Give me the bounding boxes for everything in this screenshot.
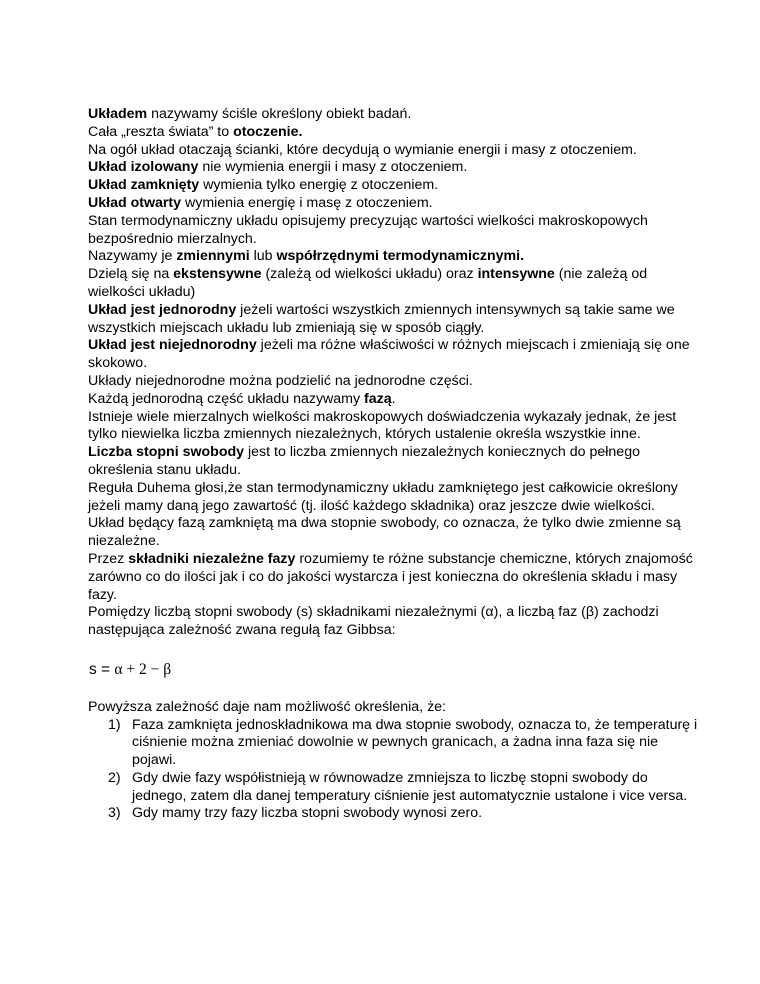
definition-text: Każdą jednorodną część układu nazywamy xyxy=(88,390,365,407)
definition-system xyxy=(88,106,700,124)
definition-open xyxy=(88,195,700,213)
definition-text: jeżeli ma różne właściwości w różnych miejscach i zmieniają się one skokowo. xyxy=(88,337,690,372)
term-closed: Układ zamknięty xyxy=(88,177,200,194)
definition-text: jest to liczba zmiennych niezależnych koniecznych do pełnego określenia stanu układu. xyxy=(88,444,640,478)
list-number: 3) xyxy=(108,805,121,822)
sentence-text: Dzielą się na xyxy=(88,266,174,283)
gibbs-phase-rule-formula xyxy=(89,661,700,679)
list-number: 2) xyxy=(108,769,121,786)
definition-phase xyxy=(88,391,700,409)
list-text: Gdy mamy trzy fazy liczba stopni swobody wynosi zero. xyxy=(132,805,483,822)
term-coordinates: współrzędnymi termodynamicznymi. xyxy=(276,248,525,265)
sentence-text: lub xyxy=(249,248,277,265)
term-variables: zmiennymi xyxy=(176,248,250,265)
term-open: Układ otwarty xyxy=(88,194,182,211)
definition-text: wymienia tylko energię z otoczeniem. xyxy=(199,177,439,194)
formula-rhs: α + 2 − β xyxy=(114,660,172,678)
definition-surroundings xyxy=(88,124,700,142)
definition-text: . xyxy=(391,390,396,407)
closed-phase-sentence: Układ będący fazą zamkniętą ma dwa stopnie swobody, co oznacza, że tylko dwie zmienne są niezależne. xyxy=(88,515,681,550)
term-independent-components: składniki niezależne fazy xyxy=(128,550,296,567)
definition-degrees-of-freedom xyxy=(88,444,700,480)
state-sentence: Stan termodynamiczny układu opisujemy precyzując wartości wielkości makroskopowych bezpośrednio mierzalnych. xyxy=(88,212,648,247)
term-system: Układem xyxy=(88,106,148,122)
division-sentence: Układy niejednorodne można podzielić na jednorodne części. xyxy=(88,372,473,389)
list-item xyxy=(88,770,700,806)
definition-text: wymienia energię i masę z otoczeniem. xyxy=(181,194,433,211)
term-isolated: Układ izolowany xyxy=(88,159,199,176)
list-text: Gdy dwie fazy współistnieją w równowadze zmniejsza to liczbę stopni swobody do jednego, zatem dla danej temperatury ciśnienie jest automatycznie ustalone i vice versa. xyxy=(132,769,688,804)
formula-lhs: s = xyxy=(89,660,115,678)
term-surroundings: otoczenie. xyxy=(233,123,303,140)
definition-text: jeżeli wartości wszystkich zmiennych intensywnych są takie same we wszystkich miejscach układu lub zmieniają się w sposób ciągły. xyxy=(88,301,675,336)
definition-components xyxy=(88,551,700,604)
list-number: 1) xyxy=(108,716,121,733)
sentence-text: Nazywamy je xyxy=(88,248,177,265)
term-extensive: ekstensywne xyxy=(173,266,262,283)
definition-isolated xyxy=(88,159,700,177)
extensive-intensive-sentence xyxy=(88,266,700,302)
term-degrees-of-freedom: Liczba stopni swobody xyxy=(88,444,245,461)
definition-text: nie wymienia energii i masy z otoczeniem. xyxy=(198,159,468,176)
definition-text: rozumiemy te różne substancje chemiczne, których znajomość zarówno co do ilości jak i co do jakości wystarcza i jest konieczna do określenia składu i masy fazy. xyxy=(88,550,693,603)
sentence-text: (nie zależą od wielkości układu) xyxy=(88,266,648,300)
gibbs-intro: Pomiędzy liczbą stopni swobody (s) składnikami niezależnymi (α), a liczbą faz (β) zachodzi następująca zależność zwana regułą faz Gibbsa: xyxy=(88,604,659,639)
definition-text: Przez xyxy=(88,550,129,567)
term-intensive: intensywne xyxy=(477,266,555,283)
term-homogeneous: Układ jest jednorodny xyxy=(88,301,237,318)
definition-homogeneous xyxy=(88,302,700,338)
definition-closed xyxy=(88,177,700,195)
variables-sentence xyxy=(88,248,700,266)
duhem-rule: Reguła Duhema głosi,że stan termodynamiczny układu zamkniętego jest całkowicie określony jeżeli mamy daną jego zawartość (tj. ilość każdego składnika) oraz jeszcze dwie wielkości. xyxy=(88,479,678,514)
measurable-sentence: Istnieje wiele mierzalnych wielkości makroskopowych doświadczenia wykazały jednak, że jest tylko niewielka liczba zmiennych niezależnych, których ustalenie określa wszystkie inne. xyxy=(88,408,677,443)
term-phase: fazą xyxy=(364,390,392,407)
definition-text: Cała „reszta świata” to xyxy=(88,123,234,140)
term-heterogeneous: Układ jest niejednorodny xyxy=(88,337,257,354)
list-item xyxy=(88,805,700,823)
conclusion-intro: Powyższa zależność daje nam możliwość określenia, że: xyxy=(88,698,446,715)
list-item xyxy=(88,717,700,770)
definition-heterogeneous xyxy=(88,337,700,373)
definition-text: nazywamy ściśle określony obiekt badań. xyxy=(147,106,412,122)
sentence-text: (zależą od wielkości układu) oraz xyxy=(261,266,478,283)
list-text: Faza zamknięta jednoskładnikowa ma dwa stopnie swobody, oznacza to, że temperaturę i ciśnienie można zmieniać dowolnie w pewnych granicach, a żadna inna faza się nie pojawi. xyxy=(132,716,698,769)
walls-sentence: Na ogół układ otaczają ścianki, które decydują o wymianie energii i masy z otoczeniem. xyxy=(88,141,637,158)
conclusion-list xyxy=(88,717,700,824)
